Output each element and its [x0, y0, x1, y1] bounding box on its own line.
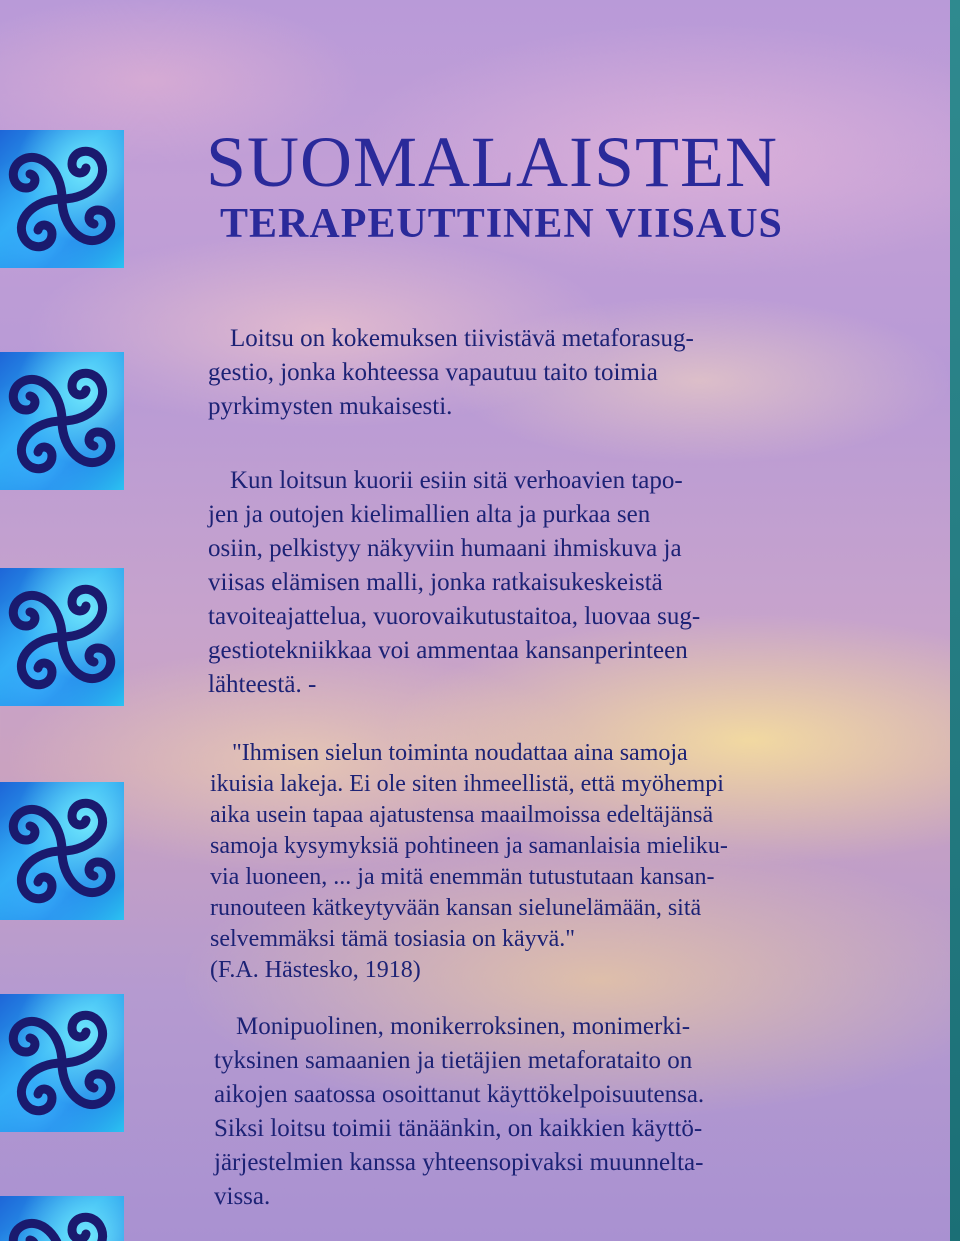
spiral-tile [0, 352, 124, 490]
spiral-motif-icon [0, 130, 124, 268]
text-line: vissa. [214, 1183, 271, 1210]
text-line: Kun loitsun kuorii esiin sitä verhoavien tapo- [230, 467, 683, 494]
text-line: via luoneen, ... ja mitä enemmän tutustutaan kansan- [210, 864, 715, 890]
text-line: aika usein tapaa ajatustensa maailmoissa edeltäjänsä [210, 802, 714, 828]
spiral-tile [0, 568, 124, 706]
text-line: gestiotekniikkaa voi ammentaa kansanperinteen [208, 637, 688, 664]
text-line: jen ja outojen kielimallien alta ja purkaa sen [208, 501, 651, 528]
text-line: Siksi loitsu toimii tänäänkin, on kaikkien käyttö- [214, 1115, 703, 1142]
text-line: gestio, jonka kohteessa vapautuu taito toimia [208, 359, 658, 386]
spiral-motif-icon [0, 568, 124, 706]
paragraph-4 [214, 1010, 704, 1214]
text-line: tavoiteajattelua, vuorovaikutustaitoa, luovaa sug- [208, 603, 701, 630]
spiral-tile [0, 782, 124, 920]
text-line: samoja kysymyksiä pohtineen ja samanlaisia mieliku- [210, 833, 728, 859]
text-line: lähteestä. - [208, 671, 317, 698]
text-line: runouteen kätkeytyvään kansan sielunelämään, sitä [210, 895, 702, 921]
paragraph-2 [208, 464, 700, 702]
text-line: ikuisia lakeja. Ei ole siten ihmeellistä, että myöhempi [210, 771, 724, 797]
spiral-tile [0, 994, 124, 1132]
text-line: tyksinen samaanien ja tietäjien metaforataito on [214, 1047, 693, 1074]
spiral-motif-icon [0, 352, 124, 490]
spiral-tile [0, 1196, 124, 1241]
text-line: järjestelmien kanssa yhteensopivaksi muunnelta- [214, 1149, 704, 1176]
title-main: SUOMALAISTEN [206, 122, 779, 202]
paragraph-1 [208, 322, 694, 424]
book-title [206, 124, 806, 248]
text-line: pyrkimysten mukaisesti. [208, 393, 453, 420]
text-line: selvemmäksi tämä tosiasia on käyvä." [210, 926, 576, 952]
text-line: Monipuolinen, monikerroksinen, monimerki- [236, 1013, 691, 1040]
quote-attribution: (F.A. Hästesko, 1918) [210, 957, 421, 983]
page-edge [950, 0, 960, 1241]
spiral-motif-icon [0, 994, 124, 1132]
spiral-motif-icon [0, 782, 124, 920]
spiral-motif-icon [0, 1196, 124, 1241]
title-subtitle: TERAPEUTTINEN VIISAUS [220, 201, 783, 247]
spiral-tile [0, 130, 124, 268]
text-line: osiin, pelkistyy näkyviin humaani ihmiskuva ja [208, 535, 682, 562]
text-line: aikojen saatossa osoittanut käyttökelpoisuutensa. [214, 1081, 705, 1108]
text-line: viisas elämisen malli, jonka ratkaisukeskeistä [208, 569, 663, 596]
quote-paragraph [210, 738, 728, 986]
text-line: Loitsu on kokemuksen tiivistävä metaforasug- [230, 325, 694, 352]
text-line: "Ihmisen sielun toiminta noudattaa aina samoja [232, 740, 688, 766]
decorative-border [0, 0, 140, 1241]
